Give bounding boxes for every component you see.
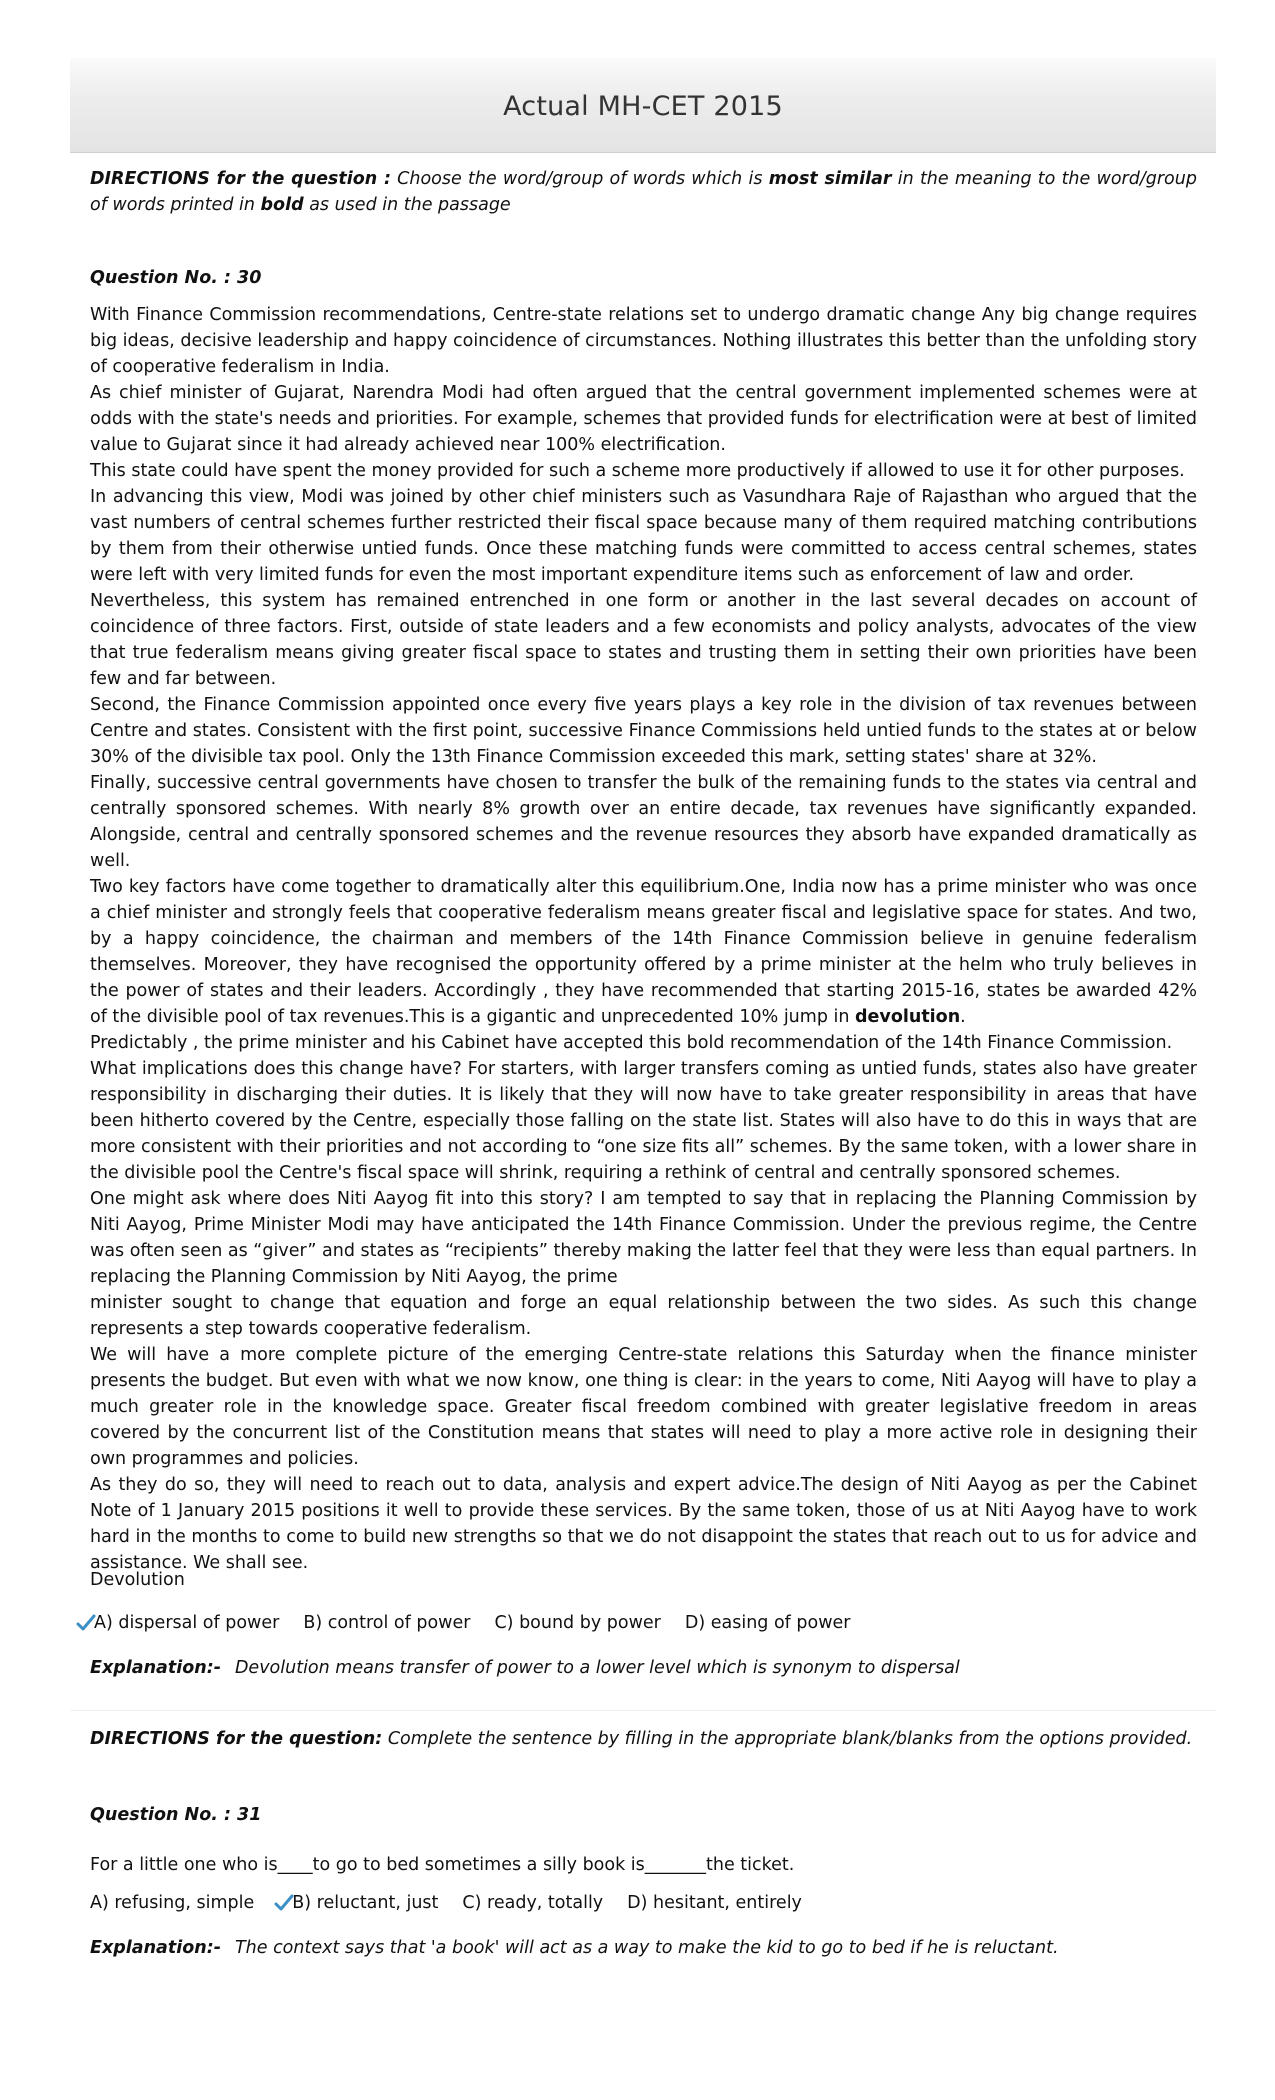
passage-paragraph: This state could have spent the money provided for such a scheme more productively if allowed to use it for other purposes.: [90, 461, 1185, 481]
page-title: Actual MH-CET 2015: [503, 91, 783, 122]
option-label: A) dispersal of power: [94, 1613, 280, 1633]
q30-passage: [90, 302, 1197, 1576]
option-label: D) easing of power: [684, 1613, 851, 1633]
q30-directions-emph2: bold: [260, 195, 304, 215]
checkmark-icon: [76, 1613, 96, 1633]
passage-paragraph: With Finance Commission recommendations, Centre-state relations set to undergo dramatic change Any big change requires big ideas, decisive leadership and happy coincidence of circumstances. Nothing illustrates this better than the unfolding story of cooperative federalism in India.: [90, 305, 1197, 377]
q30-directions-emph1: most similar: [768, 169, 892, 189]
q30-directions: [90, 166, 1197, 218]
q30-directions-part3: as used in the passage: [309, 195, 511, 215]
explanation-text: The context says that 'a book' will act as a way to make the kid to go to bed if he is reluctant.: [234, 1938, 1059, 1958]
option-label: B) control of power: [303, 1613, 471, 1633]
passage-paragraph: Predictably , the prime minister and his Cabinet have accepted this bold recommendation of the 14th Finance Commission.: [90, 1033, 1173, 1053]
q31-number: Question No. : 31: [90, 1805, 262, 1825]
q31-option-c[interactable]: [462, 1890, 603, 1916]
q30-number: Question No. : 30: [90, 268, 262, 288]
passage-paragraph: minister sought to change that equation and forge an equal relationship between the two sides. As such this change represents a step towards cooperative federalism.: [90, 1293, 1197, 1339]
q31-explanation: [90, 1935, 1197, 1961]
q30-directions-label: DIRECTIONS for the question :: [90, 169, 391, 189]
explanation-label: Explanation:-: [90, 1658, 221, 1678]
q30-option-a[interactable]: [90, 1610, 279, 1636]
passage-paragraph: In advancing this view, Modi was joined by other chief ministers such as Vasundhara Raje of Rajasthan who argued that the vast numbers of central schemes further restricted their fiscal space because many of them required matching contributions by them from their otherwise untied funds. Once these matching funds were committed to access central schemes, states were left with very limited funds for even the most important expenditure items such as enforcement of law and order.: [90, 487, 1197, 585]
q30-option-c[interactable]: [494, 1610, 660, 1636]
q30-explanation: [90, 1655, 1197, 1681]
q31-option-b[interactable]: [288, 1890, 438, 1916]
q30-options: [90, 1610, 1197, 1636]
checkmark-icon: [274, 1893, 294, 1913]
explanation-label: Explanation:-: [90, 1938, 221, 1958]
option-label: B) reluctant, just: [292, 1893, 439, 1913]
option-label: C) ready, totally: [462, 1893, 604, 1913]
q31-directions: [90, 1726, 1197, 1752]
q30-option-b[interactable]: [303, 1610, 470, 1636]
explanation-text: Devolution means transfer of power to a lower level which is synonym to dispersal: [234, 1658, 960, 1678]
q31-option-d[interactable]: [627, 1890, 802, 1916]
q31-option-a[interactable]: [90, 1890, 254, 1916]
bold-word: devolution: [855, 1007, 961, 1027]
passage-paragraph: What implications does this change have? For starters, with larger transfers coming as untied funds, states also have greater responsibility in discharging their duties. It is likely that they will now have to take greater responsibility in areas that have been hitherto covered by the Centre, especially those falling on the state list. States will also have to do this in ways that are more consistent with their priorities and not according to “one size fits all” schemes. By the same token, with a lower share in the divisible pool the Centre's fiscal space will shrink, requiring a rethink of central and centrally sponsored schemes.: [90, 1059, 1197, 1183]
q31-stem: For a little one who is____to go to bed sometimes a silly book is_______the ticket.: [90, 1855, 795, 1875]
passage-paragraph: Nevertheless, this system has remained entrenched in one form or another in the last several decades on account of coincidence of three factors. First, outside of state leaders and a few economists and policy analysts, advocates of the view that true federalism means giving greater fiscal space to states and trusting them in setting their own priorities have been few and far between.: [90, 591, 1197, 689]
section-divider: [70, 1710, 1216, 1711]
q30-directions-part1: Choose the word/group of words which is: [397, 169, 763, 189]
q30-stem: Devolution: [90, 1570, 185, 1590]
q31-options: [90, 1890, 1197, 1916]
passage-paragraph: Second, the Finance Commission appointed once every five years plays a key role in the division of tax revenues between Centre and states. Consistent with the first point, successive Finance Commissions held untied funds to the states at or below 30% of the divisible tax pool. Only the 13th Finance Commission exceeded this mark, setting states' share at 32%.: [90, 695, 1197, 767]
q30-option-d[interactable]: [685, 1610, 851, 1636]
option-label: A) refusing, simple: [90, 1893, 255, 1913]
passage-period: .: [960, 1007, 966, 1027]
passage-paragraph-with-bold: [90, 874, 1197, 1030]
q30-directions-part2: in the meaning to the word/group of words printed in: [90, 169, 1197, 215]
q31-directions-text: Complete the sentence by filling in the appropriate blank/blanks from the options provided.: [387, 1729, 1193, 1749]
passage-paragraph: We will have a more complete picture of the emerging Centre-state relations this Saturday when the finance minister presents the budget. But even with what we now know, one thing is clear: in the years to come, Niti Aayog will have to play a much greater role in the knowledge space. Greater fiscal freedom combined with greater legislative freedom in areas covered by the concurrent list of the Constitution means that states will need to play a more active role in designing their own programmes and policies.: [90, 1345, 1197, 1469]
passage-paragraph: As they do so, they will need to reach out to data, analysis and expert advice.The design of Niti Aayog as per the Cabinet Note of 1 January 2015 positions it well to provide these services. By the same token, those of us at Niti Aayog have to work hard in the months to come to build new strengths so that we do not disappoint the states that reach out to us for advice and assistance. We shall see.: [90, 1475, 1197, 1573]
passage-paragraph: As chief minister of Gujarat, Narendra Modi had often argued that the central government implemented schemes were at odds with the state's needs and priorities. For example, schemes that provided funds for electrification were at best of limited value to Gujarat since it had already achieved near 100% electrification.: [90, 383, 1197, 455]
passage-paragraph: Finally, successive central governments have chosen to transfer the bulk of the remaining funds to the states via central and centrally sponsored schemes. With nearly 8% growth over an entire decade, tax revenues have significantly expanded. Alongside, central and centrally sponsored schemes and the revenue resources they absorb have expanded dramatically as well.: [90, 773, 1197, 871]
passage-paragraph: One might ask where does Niti Aayog fit into this story? I am tempted to say that in replacing the Planning Commission by Niti Aayog, Prime Minister Modi may have anticipated the 14th Finance Commission. Under the previous regime, the Centre was often seen as “giver” and states as “recipients” thereby making the latter feel that they were less than equal partners. In replacing the Planning Commission by Niti Aayog, the prime: [90, 1189, 1197, 1287]
page-header: [70, 58, 1216, 153]
option-label: C) bound by power: [494, 1613, 661, 1633]
q31-directions-label: DIRECTIONS for the question:: [90, 1729, 383, 1749]
option-label: D) hesitant, entirely: [627, 1893, 802, 1913]
passage-text: Two key factors have come together to dramatically alter this equilibrium.One, India now has a prime minister who was once a chief minister and strongly feels that cooperative federalism means greater fiscal and legislative space for states. And two, by a happy coincidence, the chairman and members of the 14th Finance Commission believe in genuine federalism themselves. Moreover, they have recognised the opportunity offered by a prime minister at the helm who truly believes in the power of states and their leaders. Accordingly , they have recommended that starting 2015-16, states be awarded 42% of the divisible pool of tax revenues.This is a gigantic and unprecedented 10% jump in: [90, 877, 1197, 1027]
